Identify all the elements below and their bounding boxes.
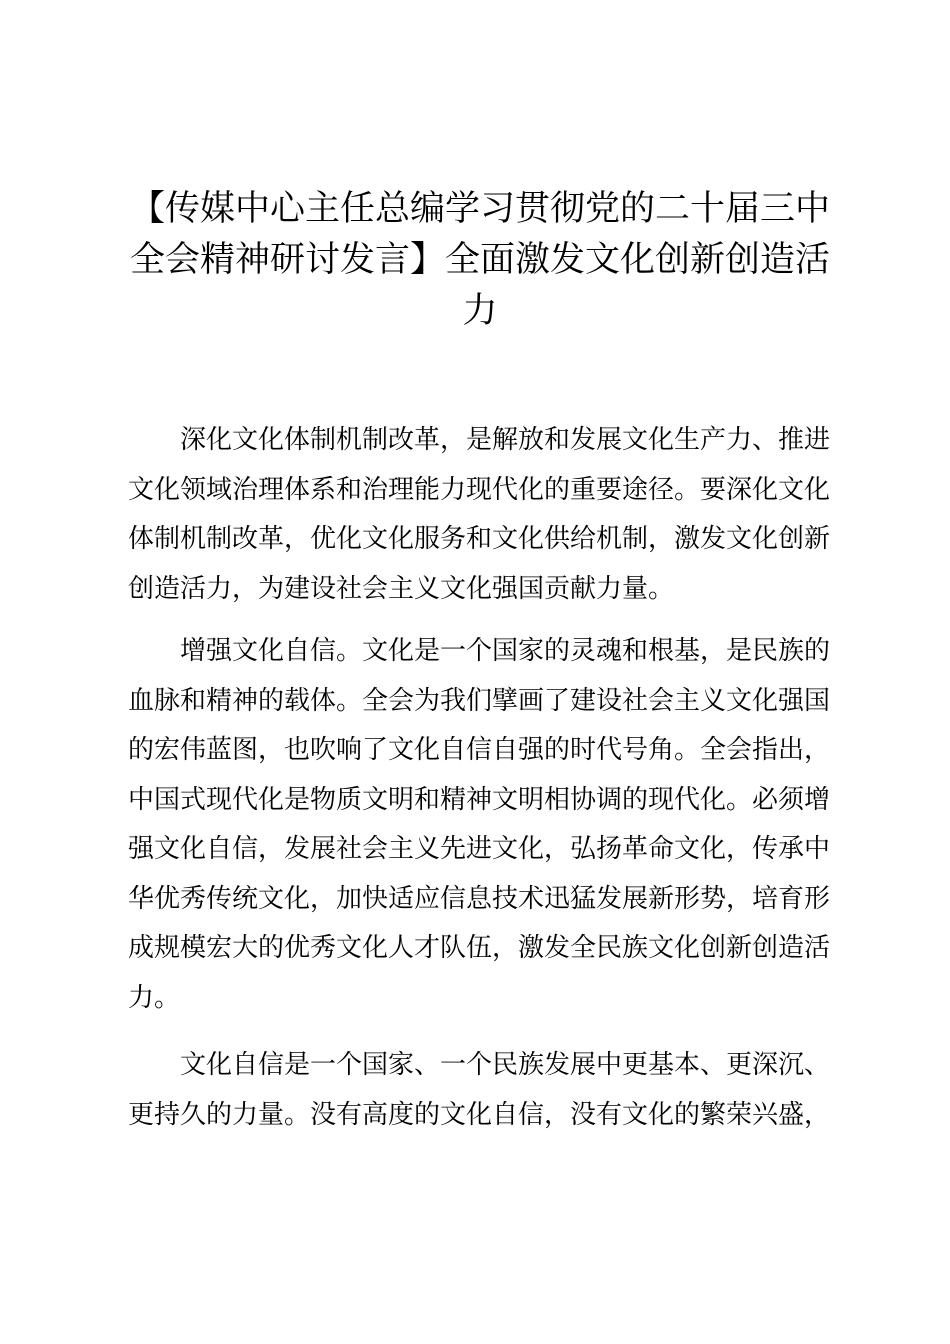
title-line: 全会精神研讨发言】全面激发文化创新创造活 <box>129 240 830 280</box>
paragraph-line: 成规模宏大的优秀文化人才队伍，激发全民族文化创新创造活 <box>128 933 831 963</box>
title-line: 力 <box>462 291 498 331</box>
paragraph-line: 力。 <box>128 982 181 1013</box>
paragraph-line: 中国式现代化是物质文明和精神文明相协调的现代化。必须增 <box>128 784 831 815</box>
paragraph-line: 深化文化体制机制改革，是解放和发展文化生产力、推进 <box>180 425 831 455</box>
paragraph-3 <box>128 1041 834 1140</box>
paragraph-line: 强文化自信，发展社会主义先进文化，弘扬革命文化，传承中 <box>128 834 831 864</box>
paragraph-line: 的宏伟蓝图，也吹响了文化自信自强的时代号角。全会指出， <box>128 735 831 765</box>
paragraph-line: 体制机制改革，优化文化服务和文化供给机制，激发文化创新 <box>128 524 831 554</box>
paragraph-line: 华优秀传统文化，加快适应信息技术迅猛发展新形势，培育形 <box>128 883 831 914</box>
paragraph-1 <box>128 416 834 614</box>
document-title <box>125 184 835 337</box>
paragraph-line: 创造活力，为建设社会主义文化强国贡献力量。 <box>128 573 675 604</box>
title-line: 【传媒中心主任总编学习贯彻党的二十届三中 <box>129 189 830 229</box>
paragraph-line: 更持久的力量。没有高度的文化自信，没有文化的繁荣兴盛， <box>128 1099 831 1130</box>
paragraph-line: 文化领域治理体系和治理能力现代化的重要途径。要深化文化 <box>128 474 831 505</box>
paragraph-line: 增强文化自信。文化是一个国家的灵魂和根基，是民族的 <box>180 636 831 666</box>
paragraph-line: 文化自信是一个国家、一个民族发展中更基本、更深沉、 <box>180 1050 831 1080</box>
paragraph-line: 血脉和精神的载体。全会为我们擘画了建设社会主义文化强国 <box>128 685 831 716</box>
paragraph-2 <box>128 627 834 1023</box>
